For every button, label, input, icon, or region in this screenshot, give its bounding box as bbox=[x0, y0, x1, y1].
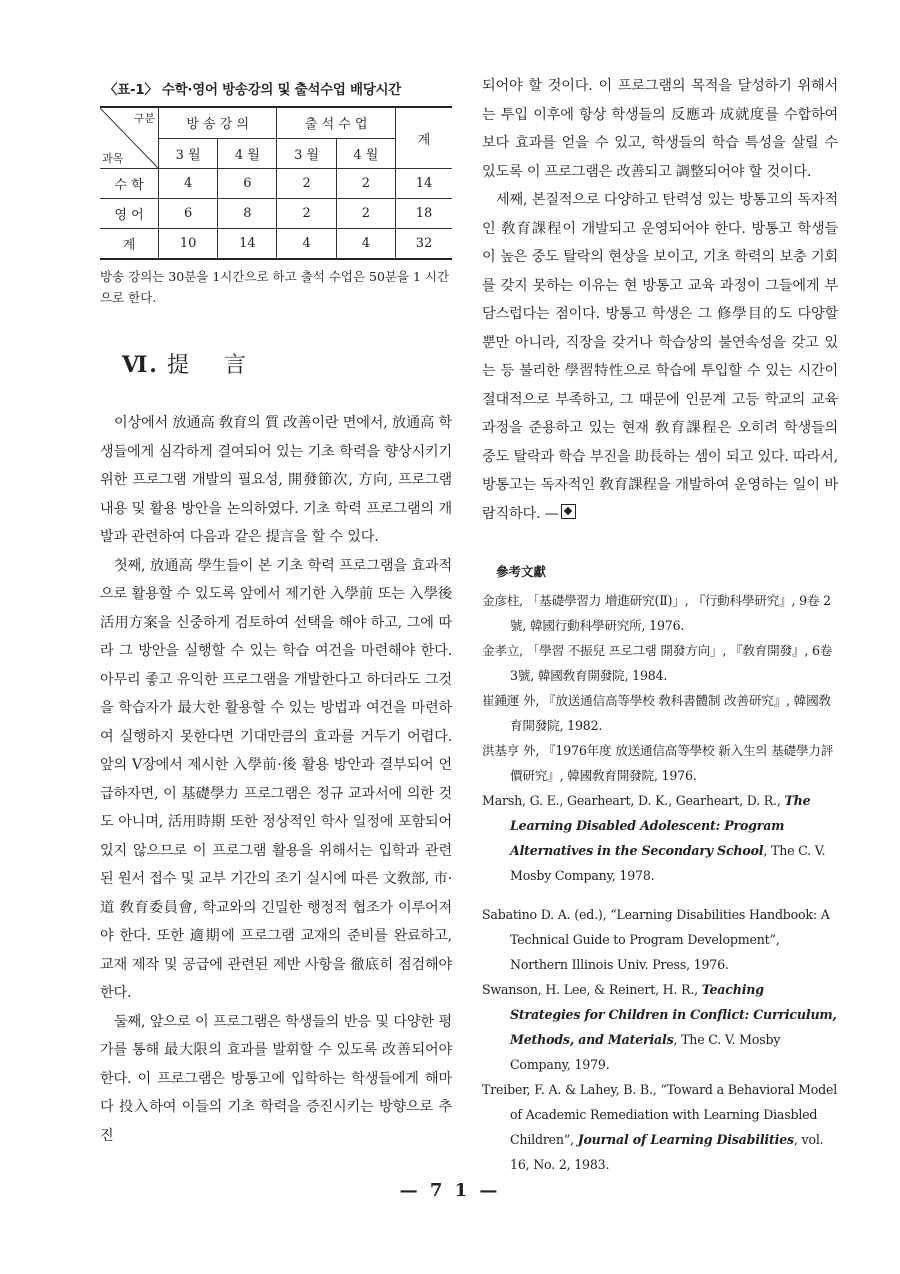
left-column bbox=[100, 72, 452, 1150]
table-cell: 18 bbox=[396, 199, 453, 229]
header-attendance: 출 석 수 업 bbox=[277, 107, 396, 138]
table-row bbox=[100, 229, 452, 260]
reference-item bbox=[482, 788, 838, 888]
paragraph-with-endmark bbox=[482, 186, 838, 528]
subheader-cell: 4 월 bbox=[336, 138, 395, 169]
corner-bottom-label: 과목 bbox=[102, 152, 124, 165]
table-row bbox=[100, 199, 452, 229]
ref-authors: Marsh, G. E., Gearheart, D. K., Gearheart, D. R., bbox=[482, 793, 785, 808]
table-caption: 〈표-1〉 수학·영어 방송강의 및 출석수업 배당시간 bbox=[104, 82, 401, 98]
ref-title: Journal of Learning Disabilities bbox=[577, 1132, 794, 1147]
table-cell: 2 bbox=[336, 169, 395, 199]
header-broadcast: 방 송 강 의 bbox=[159, 107, 277, 138]
table-cell: 4 bbox=[277, 229, 336, 260]
table-cell: 10 bbox=[159, 229, 218, 260]
reference-item: 金彦柱, 「基礎學習力 增進研究(Ⅱ)」, 『行動科學研究』, 9卷 2號, 韓國行動科學研究所, 1976. bbox=[482, 593, 831, 633]
paragraph: 되어야 할 것이다. 이 프로그램의 목적을 달성하기 위해서는 투입 이후에 항상 학생들의 反應과 成就度를 수합하여 보다 효과를 얻을 수 있고, 학생들의 학습 특성을 살릴 수 있도록 이 프로그램은 改善되고 調整되어야 할 것이다. bbox=[482, 78, 838, 180]
ref-authors: Swanson, H. Lee, & Reinert, H. R., bbox=[482, 982, 702, 997]
table-cell: 4 bbox=[159, 169, 218, 199]
reference-item: 金孝立, 「學習 不振兒 프로그램 開發方向」, 『敎育開發』, 6卷 3號, 韓國敎育開發院, 1984. bbox=[482, 643, 833, 683]
ref-title: Teaching Strategies for Children in Conflict: Curriculum, Methods, and Materials bbox=[510, 982, 837, 1047]
ref-authors: Treiber, F. A. & Lahey, B. B., “Toward a Behavioral Model of Academic Remediation with Learning Diasbled Children”, bbox=[482, 1082, 838, 1147]
paragraph: 이상에서 放通高 敎育의 質 改善이란 면에서, 放通高 학생들에게 심각하게 결여되어 있는 기초 학력을 향상시키기 위한 프로그램 개발의 필요성, 開發節次, 方向, 프로그램 내용 및 활용 방안을 논의하였다. 기초 학력 프로그램의 개발과 관련하여 다음과 같은 提言을 할 수 있다. bbox=[100, 415, 452, 545]
end-mark-icon bbox=[561, 504, 576, 519]
header-total: 계 bbox=[396, 107, 453, 169]
table-cell: 14 bbox=[396, 169, 453, 199]
row-label: 수 학 bbox=[100, 169, 159, 199]
reference-item: Sabatino D. A. (ed.), “Learning Disabilities Handbook: A Technical Guide to Program Development”, Northern Illinois Univ. Press, 1976. bbox=[482, 907, 830, 972]
paragraph: 둘째, 앞으로 이 프로그램은 학생들의 반응 및 다양한 평가를 통해 最大限의 효과를 발휘할 수 있도록 改善되어야 한다. 이 프로그램은 방통고에 입학하는 학생들에게 해마다 投入하여 이들의 기초 학력을 증진시키는 방향으로 추진 bbox=[100, 1013, 452, 1144]
table-cell: 4 bbox=[336, 229, 395, 260]
right-column bbox=[482, 72, 838, 1177]
section-numeral: Ⅵ. bbox=[122, 352, 159, 378]
table-cell: 6 bbox=[159, 199, 218, 229]
reference-item: 崔鍾運 外, 『放送通信高等學校 敎科書體制 改善研究』, 韓國敎育開發院, 1982. bbox=[482, 693, 831, 733]
subheader-cell: 3 월 bbox=[277, 138, 336, 169]
subheader-cell: 3 월 bbox=[159, 138, 218, 169]
table-row bbox=[100, 169, 452, 199]
table-cell: 2 bbox=[277, 199, 336, 229]
paragraph: 첫째, 放通高 學生들이 본 기초 학력 프로그램을 효과적으로 활용할 수 있도록 앞에서 제기한 入學前 또는 入學後 活用方案을 신중하게 검토하여 선택을 해야 하고, 그에 따라 그 방안을 실행할 수 있는 학습 여건을 마련해야 한다. 아무리 좋고 유익한 프로그램을 개발한다고 하더라도 그것을 학습자가 最大한 활용할 수 있는 방법과 여건을 마련하여 실행하지 못한다면 기대만큼의 효과를 거두기 어렵다. 앞의 V장에서 제시한 入學前·後 활용 방안과 결부되어 언급하자면, 이 基礎學力 프로그램은 정규 교과서에 의한 것도 아니며, 活用時期 또한 정상적인 학사 일정에 포함되어 있지 않으므로 이 프로그램 활용을 위해서는 입학과 관련된 원서 접수 및 교부 기간의 조기 실시에 따른 文敎部, 市·道 敎育委員會, 학교와의 긴밀한 행정적 협조가 이루어져야 한다. 또한 適期에 프로그램 교재의 준비를 완료하고, 교재 제작 및 공급에 관련된 제반 사항을 徹底히 점검해야 한다. bbox=[100, 557, 452, 1001]
table-cell: 14 bbox=[218, 229, 277, 260]
table-cell: 2 bbox=[336, 199, 395, 229]
ref-publisher: , The C. V. Mosby Company, 1978. bbox=[510, 843, 826, 883]
reference-item bbox=[482, 1077, 838, 1177]
section-title: 提 言 bbox=[166, 353, 260, 378]
corner-top-label: 구분 bbox=[133, 112, 155, 125]
table-cell: 8 bbox=[218, 199, 277, 229]
row-label: 계 bbox=[100, 229, 159, 260]
ref-publisher: , The C. V. Mosby Company, 1979. bbox=[510, 1032, 781, 1072]
table-cell: 2 bbox=[277, 169, 336, 199]
reference-item bbox=[482, 977, 838, 1077]
table-corner-cell bbox=[100, 107, 159, 169]
table-cell: 6 bbox=[218, 169, 277, 199]
reference-item: 洪基亨 外, 『1976年度 放送通信高等學校 新入生의 基礎學力評價研究』, 韓國敎育開發院, 1976. bbox=[482, 743, 834, 783]
table-note: 방송 강의는 30분을 1시간으로 하고 출석 수업은 50분을 1 시간으로 한다. bbox=[100, 269, 450, 305]
table-cell: 32 bbox=[396, 229, 453, 260]
ref-title: The Learning Disabled Adolescent: Program Alternatives in the Secondary School bbox=[510, 793, 811, 858]
paragraph: 세째, 본질적으로 다양하고 탄력성 있는 방통고의 독자적인 敎育課程이 개발되고 운영되어야 한다. 방통고 학생들이 높은 중도 탈락의 현상을 보이고, 기초 학력의 보충 기회를 갖지 못하는 이유는 현 방통고 교육 과정이 그들에게 부담스럽다는 점이다. 방통고 학생은 그 修學目的도 다양할 뿐만 아니라, 직장을 갖거나 학습상의 불연속성을 갖고 있는 등 불리한 學習特性으로 학습에 투입할 수 있는 시간이 절대적으로 부족하고, 그 때문에 인문계 고등 학교의 교육과정을 준용하고 있는 현재 敎育課程은 오히려 학생들의 중도 탈락과 학습 부진을 助長하는 셈이 되고 있다. 따라서, 방통고는 독자적인 敎育課程을 개발하여 운영하는 일이 바람직하다. — bbox=[482, 192, 838, 522]
subheader-cell: 4 월 bbox=[218, 138, 277, 169]
row-label: 영 어 bbox=[100, 199, 159, 229]
references-heading: 參考文獻 bbox=[496, 564, 547, 579]
allocation-table bbox=[100, 106, 452, 260]
section-heading bbox=[122, 348, 452, 379]
page-number: — 7 1 — bbox=[399, 1180, 501, 1201]
ref-publisher: , vol. 16, No. 2, 1983. bbox=[510, 1132, 824, 1172]
